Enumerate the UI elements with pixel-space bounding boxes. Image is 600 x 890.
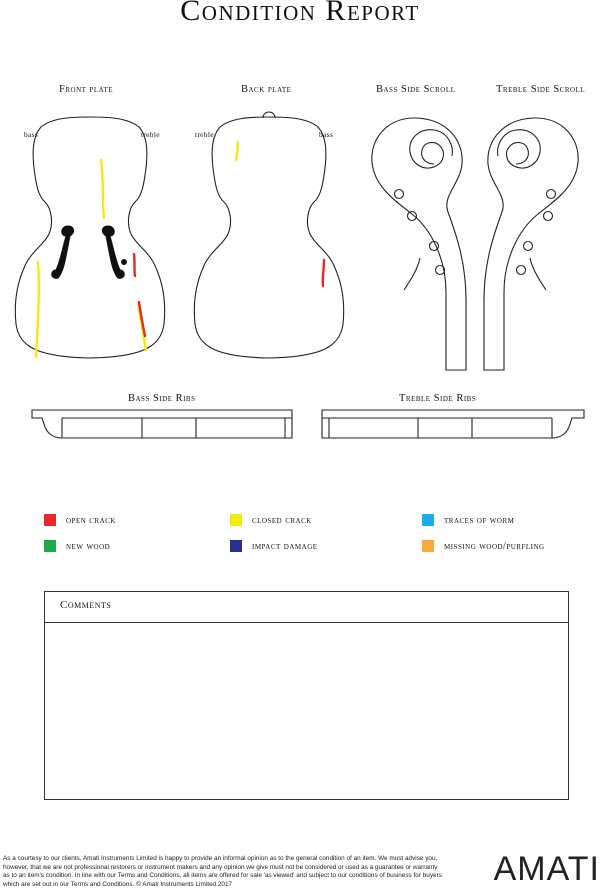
front-treble-side-label: treble bbox=[141, 130, 160, 139]
legend-impact-damage bbox=[230, 539, 318, 553]
back-open-crack bbox=[323, 260, 324, 286]
legend-closed-crack bbox=[230, 513, 312, 527]
comments-body[interactable] bbox=[45, 623, 568, 799]
back-plate-label: Back plate bbox=[241, 84, 292, 95]
legend-open-crack bbox=[44, 513, 116, 527]
front-open-crack-2 bbox=[134, 254, 135, 276]
comments-title: Comments bbox=[60, 599, 112, 611]
comments-header bbox=[45, 592, 568, 623]
treble-ribs-outline bbox=[322, 410, 584, 438]
front-plate-label: Front plate bbox=[59, 84, 114, 95]
front-bass-side-label: bass bbox=[24, 130, 39, 139]
legend-label: impact damage bbox=[252, 540, 318, 552]
peg-hole-2 bbox=[544, 212, 553, 221]
front-closed-crack-2 bbox=[36, 262, 39, 357]
legend-label: traces of worm bbox=[444, 514, 515, 526]
legend-traces-of-worm bbox=[422, 513, 514, 527]
brand-logo: AMATI bbox=[493, 850, 600, 888]
legend-label: closed crack bbox=[252, 514, 312, 526]
back-closed-crack bbox=[236, 142, 238, 160]
treble-scroll-throat bbox=[530, 258, 546, 290]
peg-hole-3 bbox=[524, 242, 533, 251]
peg-hole-1 bbox=[395, 190, 404, 199]
bass-scroll-spiral bbox=[410, 130, 453, 168]
bass-scroll-throat bbox=[404, 258, 420, 290]
back-treble-side-label: treble bbox=[195, 130, 214, 139]
legend-new-wood bbox=[44, 539, 110, 553]
treble-f-hole bbox=[102, 226, 124, 278]
legend-label: new wood bbox=[66, 540, 111, 552]
open-crack-swatch bbox=[44, 514, 56, 526]
peg-hole-4 bbox=[436, 266, 445, 275]
bass-ribs-label: Bass Side Ribs bbox=[128, 393, 196, 404]
peg-hole-4 bbox=[517, 266, 526, 275]
disclaimer-text: As a courtesy to our clients, Amati Instruments Limited is happy to provide an informal opinion as to the general condition of an item. We must advise you, however, that we are not professional restorers or instrument makers and any opinion we give must not be considered or used as a guarantee or warranty as to an item's condition. In line with our Terms and Conditions, all items are offered for sale 'as viewed' and subject to our conditions of business for buyers which are set out in our Terms and Conditions. © Amati Instruments Limited 2017 bbox=[3, 855, 442, 888]
comments-box bbox=[44, 591, 569, 800]
peg-hole-1 bbox=[547, 190, 556, 199]
front-closed-crack-1 bbox=[101, 160, 104, 218]
bass-ribs-outline bbox=[32, 410, 292, 438]
f-hole-notch bbox=[122, 260, 127, 265]
closed-crack-swatch bbox=[230, 514, 242, 526]
impact-damage-swatch bbox=[230, 540, 242, 552]
legend-missing-wood bbox=[422, 539, 545, 553]
back-plate-outline bbox=[194, 117, 343, 358]
legend-label: missing wood/purfling bbox=[444, 540, 545, 552]
legend-label: open crack bbox=[66, 514, 116, 526]
treble-scroll-spiral bbox=[498, 130, 541, 168]
treble-ribs-label: Treble Side Ribs bbox=[399, 393, 477, 404]
bass-scroll-label: Bass Side Scroll bbox=[376, 84, 456, 95]
treble-scroll-label: Treble Side Scroll bbox=[496, 84, 586, 95]
page-title: Condition Report bbox=[180, 0, 420, 27]
new-wood-swatch bbox=[44, 540, 56, 552]
back-bass-side-label: bass bbox=[319, 130, 334, 139]
traces-of-worm-swatch bbox=[422, 514, 434, 526]
missing-wood-swatch bbox=[422, 540, 434, 552]
bass-f-hole bbox=[52, 226, 74, 278]
